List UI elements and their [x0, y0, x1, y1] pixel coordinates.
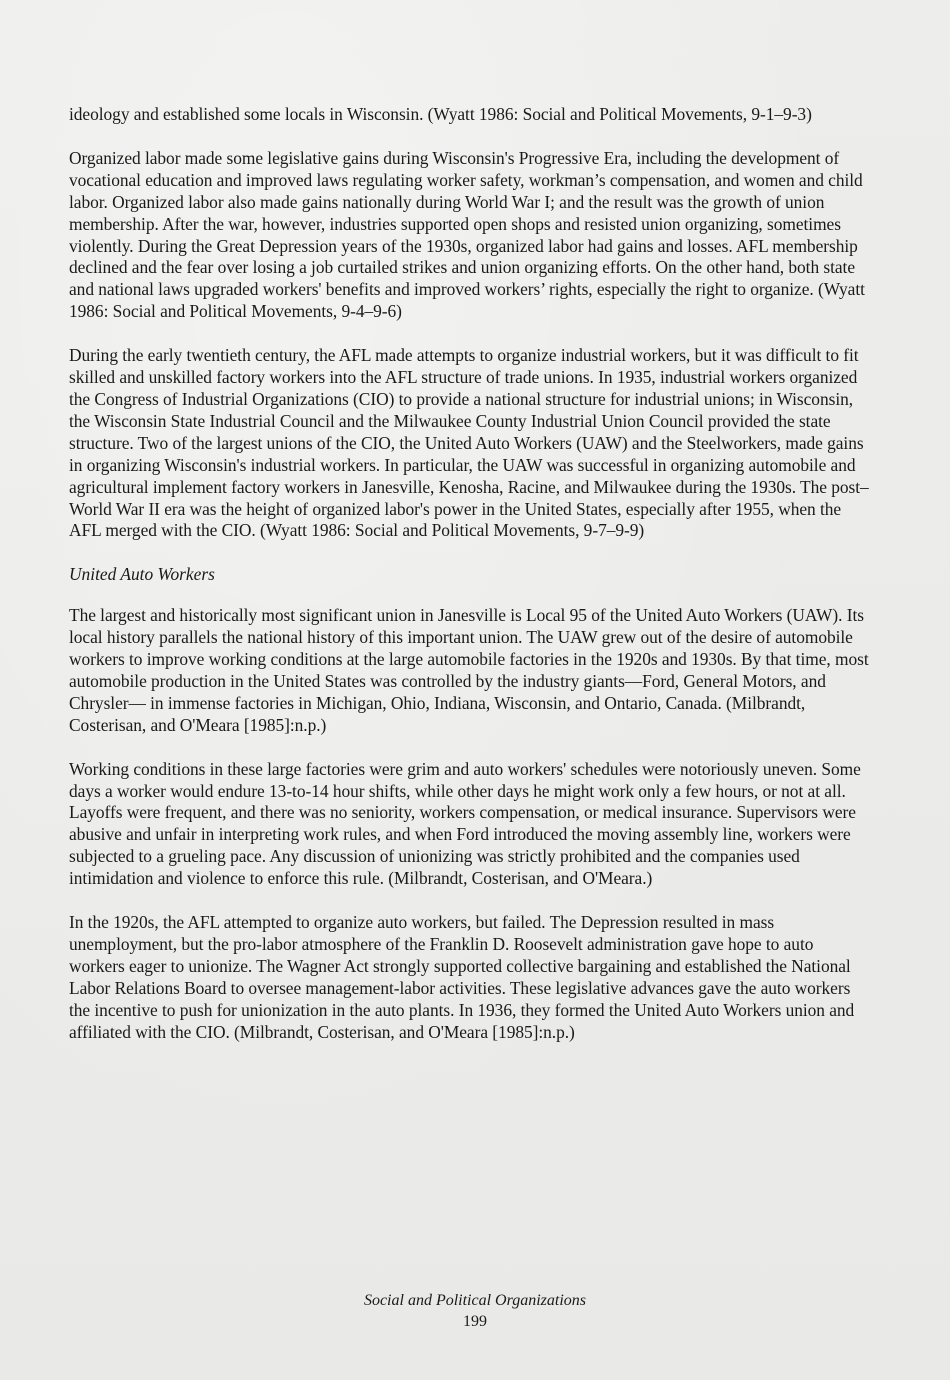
- body-text: [69, 104, 869, 1066]
- paragraph-6: In the 1920s, the AFL attempted to organize auto workers, but failed. The Depression resulted in mass unemployment, but the pro-labor atmosphere of the Franklin D. Roosevelt administration gave hope to auto workers eager to unionize. The Wagner Act strongly supported collective bargaining and established the National Labor Relations Board to oversee management-labor activities. These legislative advances gave the auto workers the incentive to push for unionization in the auto plants. In 1936, they formed the United Auto Workers union and affiliated with the CIO. (Milbrandt, Costerisan, and O'Meara [1985]:n.p.): [69, 912, 855, 1042]
- paragraph-1: ideology and established some locals in Wisconsin. (Wyatt 1986: Social and Political Movements, 9-1–9-3): [69, 104, 812, 124]
- paragraph-5: Working conditions in these large factories were grim and auto workers' schedules were notoriously uneven. Some days a worker would endure 13-to-14 hour shifts, while other days he might work only a few hours, or not at all. Layoffs were frequent, and there was no seniority, workers compensation, or medical insurance. Supervisors were abusive and unfair in interpreting work rules, and when Ford introduced the moving assembly line, workers were subjected to a grueling pace. Any discussion of unionizing was strictly prohibited and the companies used intimidation and violence to enforce this rule. (Milbrandt, Costerisan, and O'Meara.): [69, 758, 861, 889]
- paragraph-3: During the early twentieth century, the AFL made attempts to organize industrial workers, but it was difficult to fit skilled and unskilled factory workers into the AFL structure of trade unions. In 1935, industrial workers organized the Congress of Industrial Organizations (CIO) to provide a national structure for industrial unions; in Wisconsin, the Wisconsin State Industrial Council and the Milwaukee County Industrial Union Council provided the state structure. Two of the largest unions of the CIO, the United Auto Workers (UAW) and the Steelworkers, made gains in organizing Wisconsin's industrial workers. In particular, the UAW was successful in organizing automobile and agricultural implement factory workers in Janesville, Kenosha, Racine, and Milwaukee during the 1930s. The post–World War II era was the height of organized labor's power in the United States, especially after 1955, when the AFL merged with the CIO. (Wyatt 1986: Social and Political Movements, 9-7–9-9): [69, 345, 869, 541]
- section-heading: United Auto Workers: [69, 564, 215, 585]
- paragraph-4: The largest and historically most significant union in Janesville is Local 95 of the United Auto Workers (UAW). Its local history parallels the national history of this important union. The UAW grew out of the desire of automobile workers to improve working conditions at the large automobile factories in the 1920s and 1930s. By that time, most automobile production in the United States was controlled by the industry giants—Ford, General Motors, and Chrysler— in immense factories in Michigan, Ohio, Indiana, Wisconsin, and Ontario, Canada. (Milbrandt, Costerisan, and O'Meara [1985]:n.p.): [69, 605, 869, 735]
- footer-title: Social and Political Organizations: [363, 1292, 587, 1309]
- page-number: 199: [463, 1313, 487, 1330]
- paragraph-2: Organized labor made some legislative gains during Wisconsin's Progressive Era, including the development of vocational education and improved laws regulating worker safety, workman’s compensation, and women and child labor. Organized labor also made gains nationally during World War I; and the result was the growth of union membership. After the war, however, industries supported open shops and resisted union organizing, sometimes violently. During the Great Depression years of the 1930s, organized labor had gains and losses. AFL membership declined and the fear over losing a job curtailed strikes and union organizing efforts. On the other hand, both state and national laws upgraded workers' benefits and improved workers’ rights, especially the right to organize. (Wyatt 1986: Social and Political Movements, 9-4–9-6): [69, 147, 865, 322]
